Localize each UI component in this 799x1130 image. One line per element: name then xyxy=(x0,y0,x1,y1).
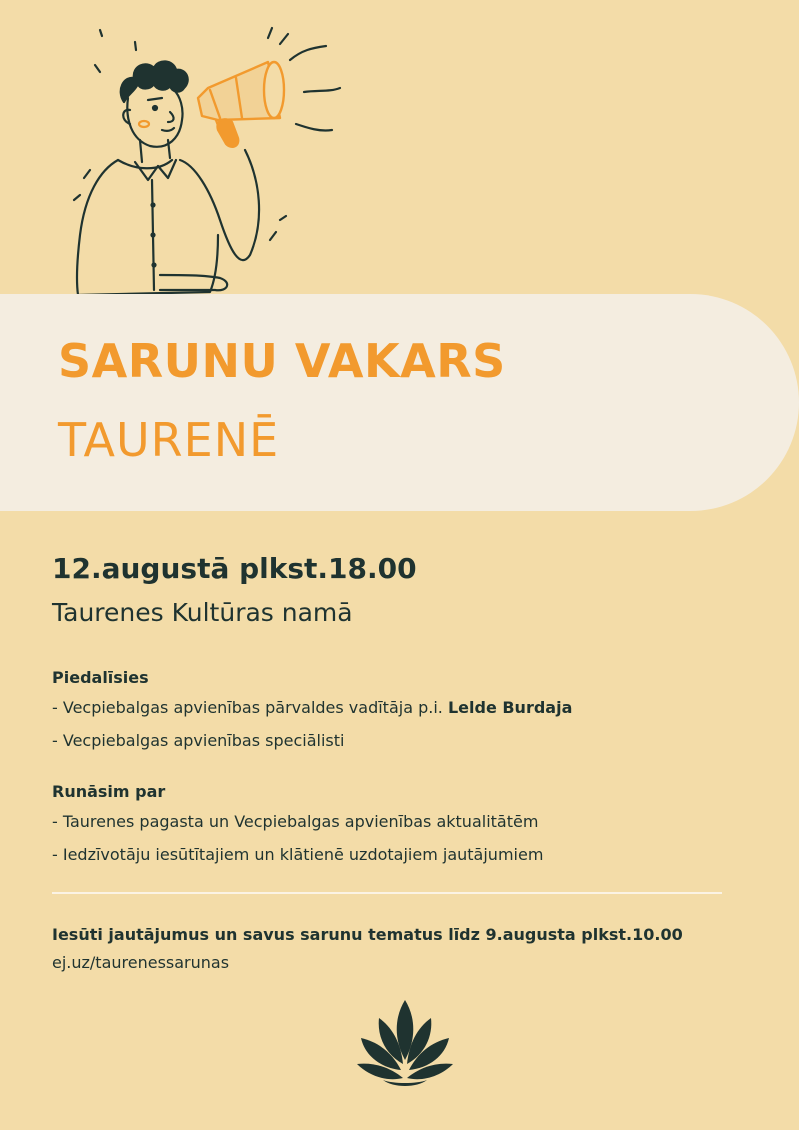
participant-item: - Vecpiebalgas apvienības speciālisti xyxy=(52,731,345,750)
submit-link[interactable]: ej.uz/taurenessarunas xyxy=(52,953,230,972)
event-location-title: TAURENĒ xyxy=(58,413,280,467)
topics-heading: Runāsim par xyxy=(52,782,166,801)
submit-questions-text: Iesūti jautājumus un savus sarunu tematus līdz 9.augusta plkst.10.00 xyxy=(52,925,683,944)
lotus-logo-icon xyxy=(355,998,455,1090)
event-title: SARUNU VAKARS xyxy=(58,334,506,388)
event-venue: Taurenes Kultūras namā xyxy=(52,598,353,627)
title-banner xyxy=(0,294,799,511)
divider xyxy=(52,892,722,894)
participants-heading: Piedalīsies xyxy=(52,668,149,687)
participant-name: Lelde Burdaja xyxy=(447,698,573,717)
topic-item: - Taurenes pagasta un Vecpiebalgas apvienības aktualitātēm xyxy=(52,812,539,831)
person-with-megaphone-illustration xyxy=(40,20,370,310)
participant-item xyxy=(52,698,572,717)
event-date: 12.augustā plkst.18.00 xyxy=(52,552,417,585)
topic-item: - Iedzīvotāju iesūtītajiem un klātienē uzdotajiem jautājumiem xyxy=(52,845,544,864)
participant-role: - Vecpiebalgas apvienības pārvaldes vadītāja p.i. xyxy=(52,698,448,717)
